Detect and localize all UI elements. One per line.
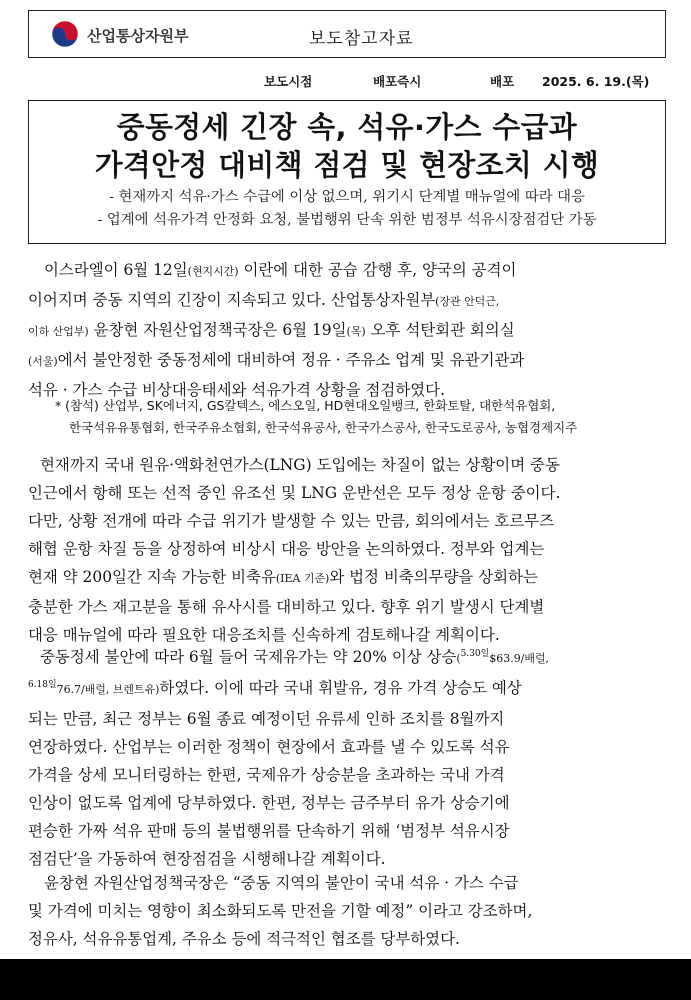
p2-line-3: 다만, 상황 전개에 따라 수급 위기가 발생할 수 있는 만큼, 회의에서는 호르무즈 [28,512,555,530]
p3-l1sup1: 5.30일 [460,649,490,659]
release-date-value: 2025. 6. 19.(목) [542,74,650,89]
p1-l4s: (서울) [28,355,58,368]
p1-l3s2: (목) [346,325,366,338]
p3-line-7: 편승한 가짜 석유 판매 등의 불법행위를 단속하기 위해 ‘범정부 석유시장 [28,822,510,840]
ministry-logo-icon [51,20,79,48]
paragraph-2 [28,451,668,649]
attendees-note [55,395,675,439]
p1-line-2 [28,286,668,316]
headline-line-1: 중동정세 긴장 속, 석유·가스 수급과 [116,110,578,144]
ministry-name: 산업통상자원부 [87,27,189,45]
p2-line-5 [28,563,668,593]
p1-l1a: 이스라엘이 6월 12일 [44,261,188,279]
p1-l1b: 이란에 대한 공습 감행 후, 양국의 공격이 [238,261,517,279]
p3-line-4: 연장하였다. 산업부는 이러한 정책이 현장에서 효과를 낼 수 있도록 석유 [28,738,510,756]
release-info [0,72,691,92]
bottom-bar [0,959,691,1000]
release-date-label: 배포 [490,74,515,89]
p3-line-1 [28,643,668,674]
p3-line-3: 되는 만큼, 최근 정부는 6월 종료 예정이던 유류세 인하 조치를 8월까지 [28,710,505,728]
p3-line-6: 인상이 없도록 업계에 당부하였다. 한편, 정부는 금주부터 유가 상승기에 [28,794,510,812]
p1-l4a: 에서 불안정한 중동정세에 대비하여 정유 · 주유소 업계 및 유관기관과 [57,351,525,369]
document-type: 보도참고자료 [309,29,414,49]
p3-l2s: 76.7/배럴, 브렌트유) [56,683,160,696]
release-time-value: 배포즉시 [373,74,422,89]
release-time-label: 보도시점 [264,74,313,89]
p2-l5a: 현재 약 200일간 지속 가능한 비축유 [28,568,276,586]
subtitle-2: - 업계에 석유가격 안정화 요청, 불법행위 단속 위한 범정부 석유시장점검단 가동 [97,212,597,228]
p3-l2a: 하였다. 이에 따라 국내 휘발유, 경유 가격 상승도 예상 [159,679,522,697]
p4-line-1: 윤창현 자원산업정책국장은 “중동 지역의 불안이 국내 석유 · 가스 수급 [44,874,519,892]
p1-l2s: (장관 안덕근, [435,295,500,308]
p2-line-4: 해협 운항 차질 등을 상정하여 비상시 대응 방안을 논의하였다. 정부와 업계는 [28,540,545,558]
p1-l3a: 윤창현 자원산업정책국장은 6월 19일 [88,321,347,339]
p2-l5b: 와 법정 비축의무량을 상회하는 [329,568,538,586]
p4-line-3: 정유사, 석유유통업계, 주유소 등에 적극적인 협조를 당부하였다. [28,930,460,948]
paragraph-4 [28,869,668,953]
paragraph-1 [28,256,668,404]
p2-l5s: (IEA 기준) [275,572,330,585]
p3-l1a: 중동정세 불안에 따라 6월 들어 국제유가는 약 20% 이상 상승 [40,648,457,666]
p1-l3b: 오후 석탄회관 회의실 [365,321,515,339]
p1-l2a: 이어지며 중동 지역의 긴장이 지속되고 있다. 산업통상자원부 [28,291,436,309]
p3-line-2 [28,674,668,705]
p2-line-1: 현재까지 국내 원유·액화천연가스(LNG) 도입에는 차질이 없는 상황이며 중동 [40,456,560,474]
title-box [28,100,666,244]
p3-l2sup: 6.18일 [28,680,57,690]
p1-line-3 [28,316,668,346]
paragraph-3 [28,643,668,873]
p1-l3s: 이하 산업부) [28,325,89,338]
header-box [28,10,666,58]
attendees-line-2: 한국석유유통협회, 한국주유소협회, 한국석유공사, 한국가스공사, 한국도로공사, 농협경제지주 [69,420,578,435]
p2-line-7: 대응 매뉴얼에 따라 필요한 대응조치를 신속하게 검토해나갈 계획이다. [28,626,500,644]
p1-line-5: 석유 · 가스 수급 비상대응태세와 석유가격 상황을 점검하였다. [28,381,445,399]
p1-l1s: (현지시간) [187,265,239,278]
p3-l1s1: ( [456,652,461,665]
subtitle-1: - 현재까지 석유·가스 수급에 이상 없으며, 위기시 단계별 매뉴얼에 따라 대응 [109,189,585,205]
p3-line-5: 가격을 상세 모니터링하는 한편, 국제유가 상승분을 초과하는 국내 가격 [28,766,505,784]
p3-l1s2: $63.9/배럴, [489,652,550,665]
p1-line-1 [28,256,668,286]
headline-line-2: 가격안정 대비책 점검 및 현장조치 시행 [94,148,600,182]
p2-line-6: 충분한 가스 재고분을 통해 유사시를 대비하고 있다. 향후 위기 발생시 단계별 [28,598,545,616]
p2-line-2: 인근에서 항해 또는 선적 중인 유조선 및 LNG 운반선은 모두 정상 운항 중이다. [28,484,561,502]
p1-line-4 [28,346,668,376]
p4-line-2: 및 가격에 미치는 영향이 최소화되도록 만전을 기할 예정” 이라고 강조하며, [28,902,533,920]
p3-line-8: 점검단’을 가동하여 현장점검을 시행해나갈 계획이다. [28,850,386,868]
attendees-line-1: * (참석) 산업부, SK에너지, GS칼텍스, 에스오일, HD현대오일뱅크, 한화토탈, 대한석유협회, [55,398,556,413]
